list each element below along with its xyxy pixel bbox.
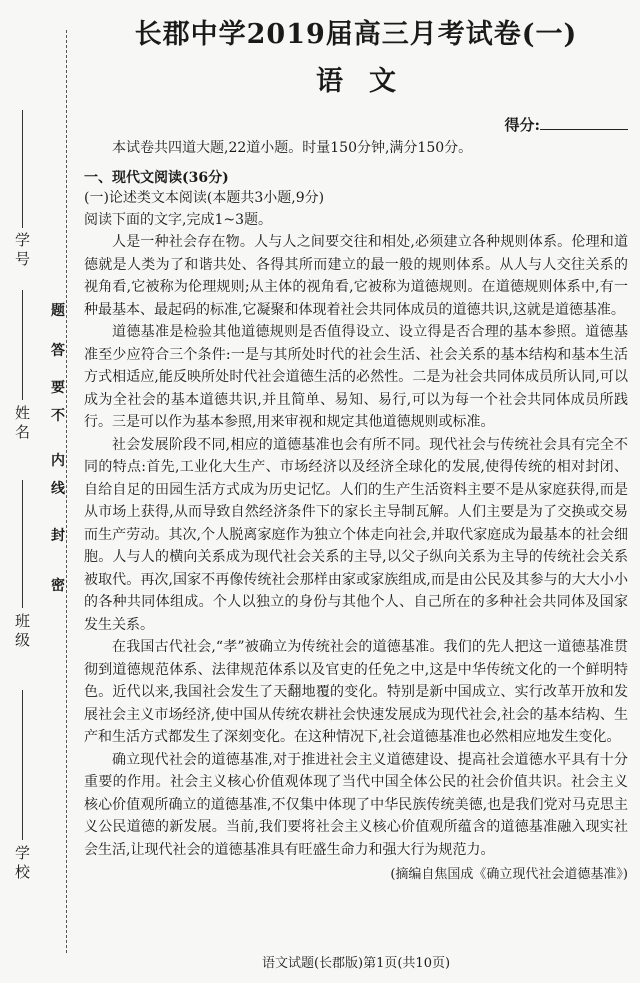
subject-title: 语文 [316,66,422,97]
section-subheading: (一)论述类文本阅读(本题共3小题,9分) [84,190,325,206]
seal-line [66,30,67,953]
reading-instruction: 阅读下面的文字,完成1~3题。 [84,212,272,228]
section-heading: 一、现代文阅读(36分) [84,170,229,186]
student-id-field[interactable] [22,110,23,228]
seal-char: 题 [51,303,65,319]
passage-paragraph: 人是一种社会存在物。人与人之间要交往和相处,必须建立各种规则体系。伦理和道德就是人类为了和谐共处、各得其所而建立的最一般的规则体系。从人与人交往关系的视角看,它被称为伦理规则;从主体的视角看,它被称为道德规则。在道德规则体系中,有一种最基本、最起码的标准,它凝聚和体现着社会共同体成员的道德共识,这就是道德基准。 [84,234,628,318]
seal-char: 不 [51,408,65,424]
seal-char: 答 [51,343,65,359]
score-box [84,114,628,135]
passage-paragraph: 道德基准是检验其他道德规则是否值得设立、设立得是否合理的基本参照。道德基准至少应符合三个条件:一是与其所处时代的社会生活、社会关系的基本结构和基本生活方式相适应,能反映所处时代社会道德生活的必然性。二是为社会共同体成员所认同,可以成为全社会的基本道德共识,并且简单、易知、易行,可以为每一个社会共同体成员所践行。三是可以作为基本参照,用来审视和规定其他道德规则或标准。 [84,324,628,430]
school-field[interactable] [22,690,23,840]
class-field[interactable] [22,480,23,608]
class-label: 班级 [13,613,31,651]
seal-char: 密 [51,578,65,594]
page-footer: 语文试题(长郡版)第1页(共10页) [261,956,451,971]
name-field[interactable] [22,290,23,400]
score-label: 得分: [504,116,540,134]
passage-paragraph: 确立现代社会的道德基准,对于推进社会主义道德建设、提高社会道德水平具有十分重要的作用。社会主义核心价值观体现了当代中国全体公民的社会价值共识。社会主义核心价值观所确立的道德基准,不仅集中体现了中华民族传统美德,也是我们党对马克思主义公民道德的新发展。当前,我们要将社会主义核心价值观所蕴含的道德基准融入现实社会生活,让现代社会的道德基准具有旺盛生命力和强大行为规范力。 [84,751,628,858]
passage-paragraph: 在我国古代社会,“孝”被确立为传统社会的道德基准。我们的先人把这一道德基准贯彻到道德规范体系、法律规范体系以及官吏的任免之中,这是中华传统文化的一个鲜明特色。近代以来,我国社会发生了天翻地覆的变化。特别是新中国成立、实行改革开放和发展社会主义市场经济,使中国从传统农耕社会快速发展成为现代社会,社会的基本结构、生产和生活方式都发生了深刻变化。在这种情况下,社会道德基准也必然相应地发生变化。 [84,639,628,745]
passage-paragraph: 社会发展阶段不同,相应的道德基准也会有所不同。现代社会与传统社会具有完全不同的特点:首先,工业化大生产、市场经济以及经济全球化的发展,使得传统的相对封闭、自给自足的田园生活方式成为历史记忆。人们的生产生活资料主要不是从家庭获得,而是从市场上获得,从而导致自然经济条件下的家长主导制瓦解。人们主要是为了交换或交易而生产劳动。其次,个人脱离家庭作为独立个体走向社会,并取代家庭成为最基本的社会细胞。人与人的横向关系成为现代社会关系的主导,以父子纵向关系为主导的传统社会关系被取代。再次,国家不再像传统社会那样由家或家族组成,而是由公民及其参与的大大小小的各种共同体组成。个人以独立的身份与其他个人、自己所在的多种社会共同体及国家发生关系。 [84,436,628,633]
exam-title: 长郡中学2019届高三月考试卷(一) [134,19,578,50]
exam-intro: 本试卷共四道大题,22道小题。时量150分钟,满分150分。 [112,140,473,156]
seal-char: 封 [51,528,65,544]
score-field[interactable] [540,117,628,130]
passage-source: (摘编自焦国成《确立现代社会道德基准》) [390,867,628,882]
seal-char: 要 [51,380,65,396]
exam-page [84,0,628,882]
binding-margin [0,0,78,983]
seal-char: 线 [51,481,65,497]
school-label: 学校 [13,845,31,883]
seal-char: 内 [51,453,65,469]
name-label: 姓名 [13,405,31,443]
student-id-label: 学号 [13,232,31,270]
